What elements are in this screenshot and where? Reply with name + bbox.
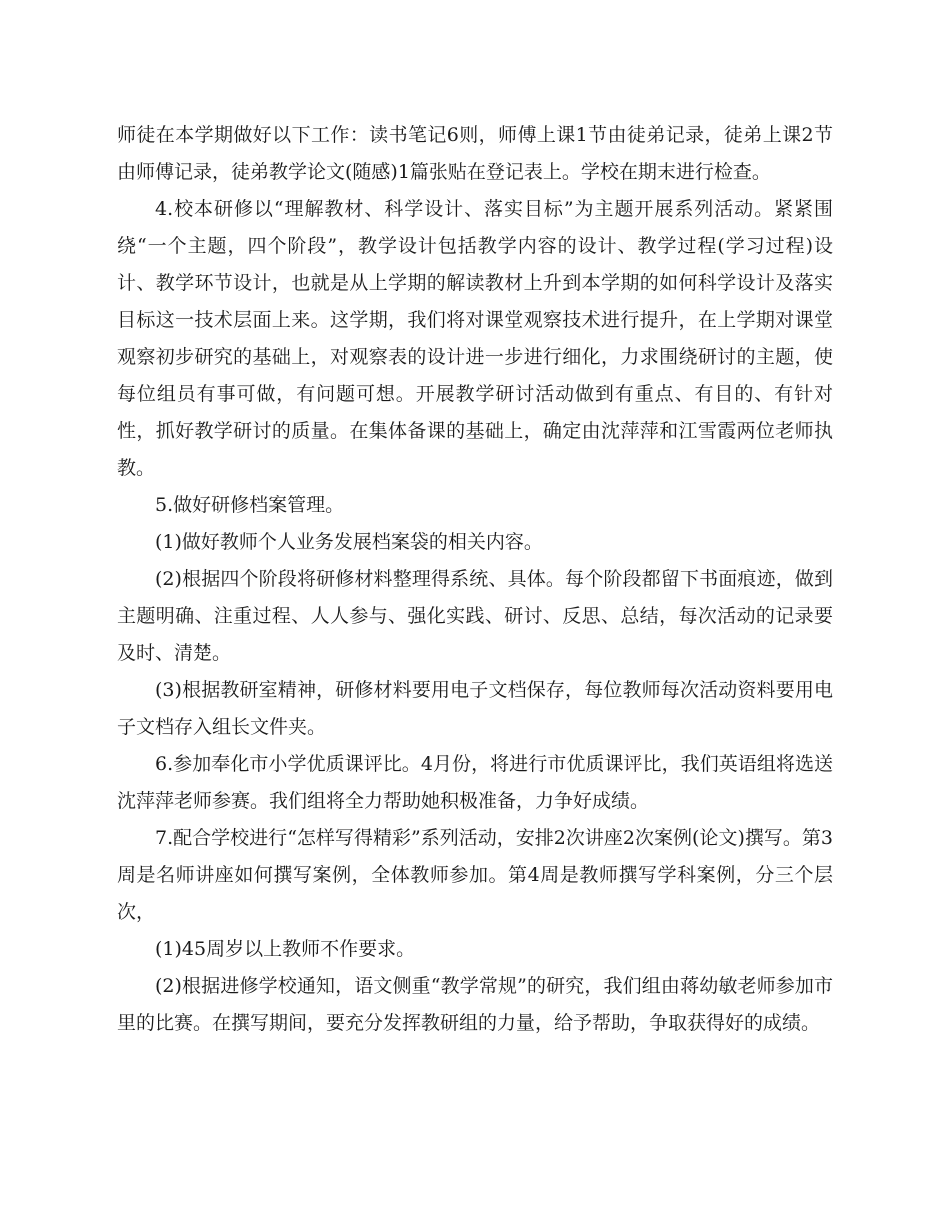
paragraph-item-6: 6.参加奉化市小学优质课评比。4月份，将进行市优质课评比，我们英语组将选送沈萍萍老师参赛。我们组将全力帮助她积极准备，力争好成绩。 [117, 753, 833, 812]
paragraph-item-5-2: (2)根据四个阶段将研修材料整理得系统、具体。每个阶段都留下书面痕迹，做到主题明确、注重过程、人人参与、强化实践、研讨、反思、总结，每次活动的记录要及时、清楚。 [117, 568, 833, 664]
paragraph-item-7-1: (1)45周岁以上教师不作要求。 [155, 938, 416, 960]
document-body [117, 117, 833, 1042]
paragraph-continuation: 师徒在本学期做好以下工作：读书笔记6则，师傅上课1节由徒弟记录，徒弟上课2节由师傅记录，徒弟教学论文(随感)1篇张贴在登记表上。学校在期末进行检查。 [117, 124, 833, 183]
paragraph-item-4: 4.校本研修以“理解教材、科学设计、落实目标”为主题开展系列活动。紧紧围绕“一个主题，四个阶段”，教学设计包括教学内容的设计、教学过程(学习过程)设计、教学环节设计，也就是从上学期的解读教材上升到本学期的如何科学设计及落实目标这一技术层面上来。这学期，我们将对课堂观察技术进行提升，在上学期对课堂观察初步研究的基础上，对观察表的设计进一步进行细化，力求围绕研讨的主题，使每位组员有事可做，有问题可想。开展教学研讨活动做到有重点、有目的、有针对性，抓好教学研讨的质量。在集体备课的基础上，确定由沈萍萍和江雪霞两位老师执教。 [117, 198, 833, 479]
paragraph-item-5-3: (3)根据教研室精神，研修材料要用电子文档保存，每位教师每次活动资料要用电子文档存入组长文件夹。 [117, 679, 833, 738]
paragraph-item-5: 5.做好研修档案管理。 [155, 494, 345, 516]
paragraph-item-7: 7.配合学校进行“怎样写得精彩”系列活动，安排2次讲座2次案例(论文)撰写。第3周是名师讲座如何撰写案例，全体教师参加。第4周是教师撰写学科案例，分三个层次， [117, 827, 833, 923]
paragraph-item-5-1: (1)做好教师个人业务发展档案袋的相关内容。 [155, 531, 543, 553]
paragraph-item-7-2: (2)根据进修学校通知，语文侧重“教学常规”的研究，我们组由蒋幼敏老师参加市里的比赛。在撰写期间，要充分发挥教研组的力量，给予帮助，争取获得好的成绩。 [117, 975, 833, 1034]
